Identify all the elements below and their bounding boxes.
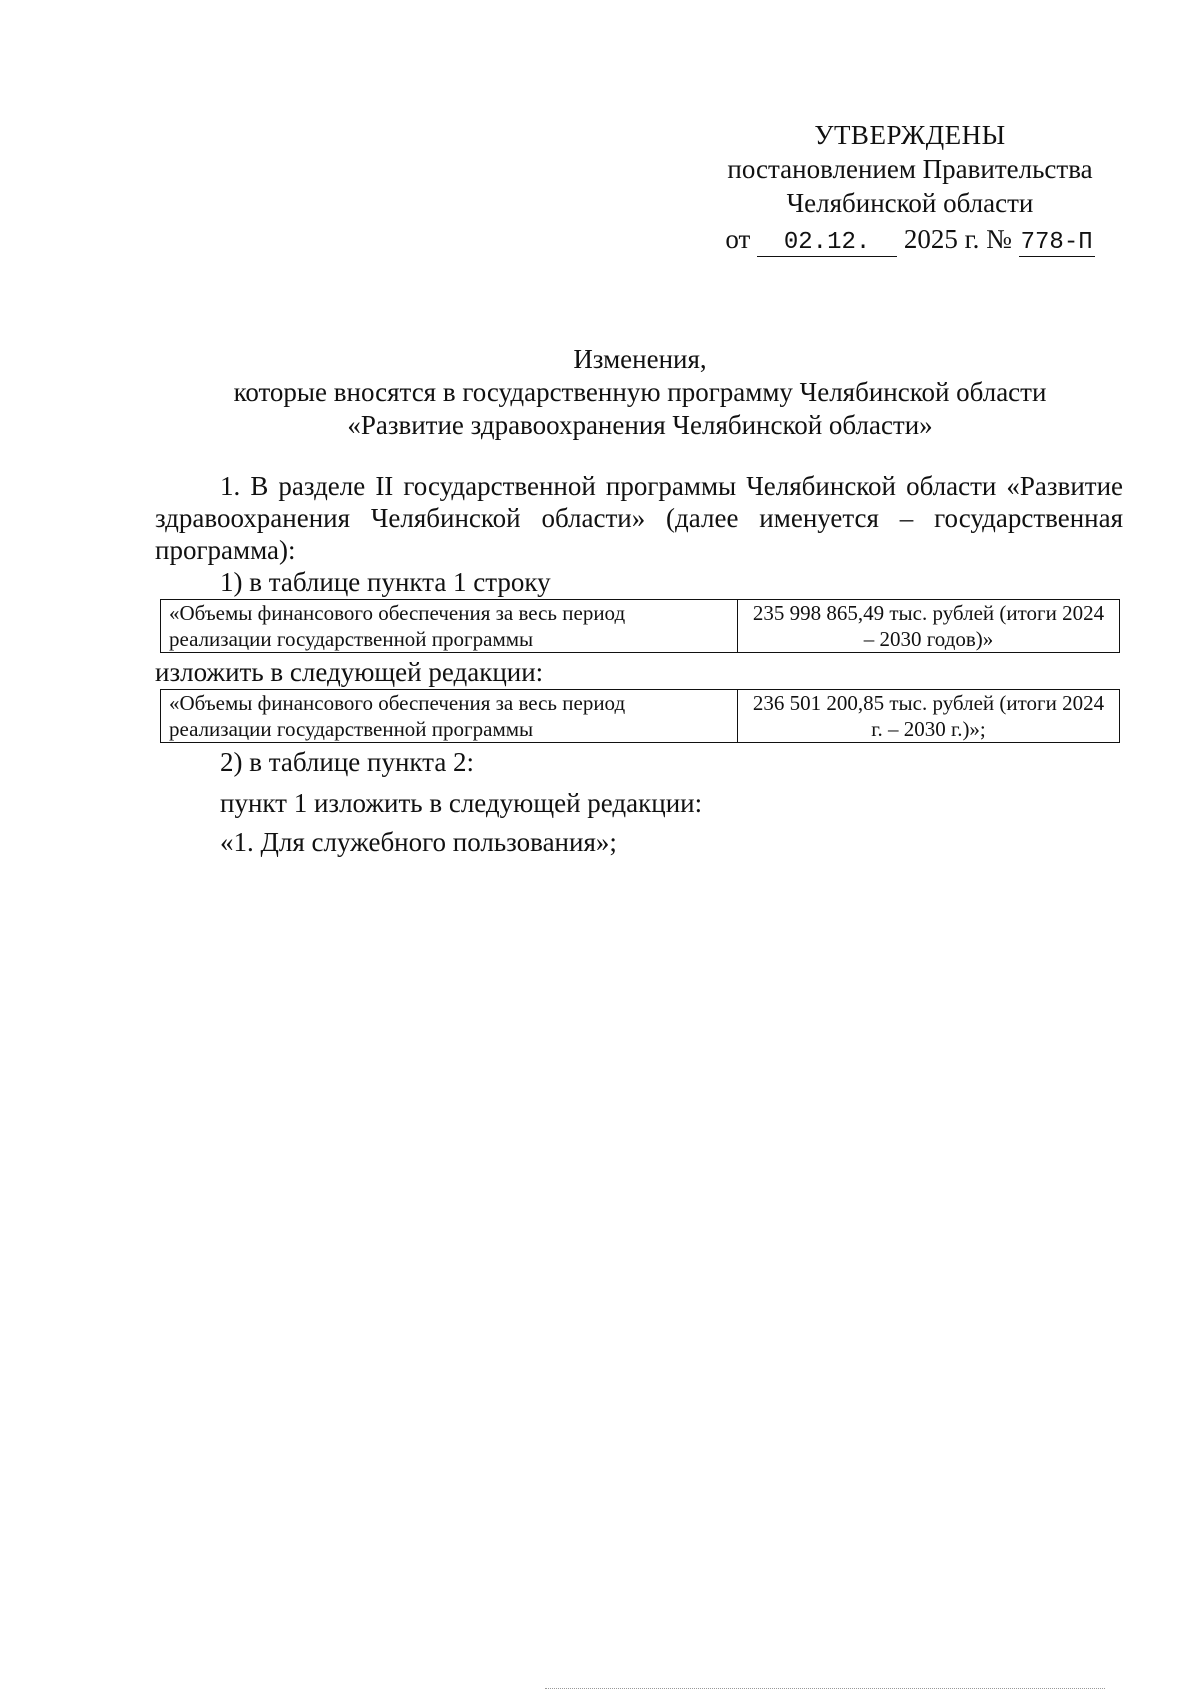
new-row-label: «Объемы финансового обеспечения за весь период реализации государственной программы xyxy=(161,690,738,743)
date-value: 02.12. xyxy=(757,230,897,257)
heading-line-3: «Развитие здравоохранения Челябинской области» xyxy=(347,410,933,440)
table-old-row xyxy=(160,599,1120,653)
subitem-2-line: пункт 1 изложить в следующей редакции: xyxy=(220,788,703,818)
item-1-paragraph: 1. В разделе II государственной программы Челябинской области «Развитие здравоохранения Челябинской области» (далее именуется – государственная программа): xyxy=(155,471,1123,565)
decree-number: 778-П xyxy=(1020,229,1093,256)
replace-text: изложить в следующей редакции: xyxy=(155,657,544,687)
approval-line-1: постановлением Правительства xyxy=(727,154,1093,184)
date-prefix: от xyxy=(725,224,751,254)
old-row-label: «Объемы финансового обеспечения за весь период реализации государственной программы xyxy=(161,600,738,653)
footer-rule xyxy=(545,1688,1105,1689)
heading-line-2: которые вносятся в государственную программу Челябинской области xyxy=(233,377,1047,407)
approval-block xyxy=(690,118,1130,257)
subitem-2-quote: «1. Для служебного пользования»; xyxy=(220,827,617,857)
heading-line-1: Изменения, xyxy=(573,344,707,374)
approval-date-line xyxy=(690,222,1130,257)
subitem-2: 2) в таблице пункта 2: xyxy=(220,747,475,777)
new-row-value: 236 501 200,85 тыс. рублей (итоги 2024 г. – 2030 г.)»; xyxy=(738,690,1120,743)
approval-line-2: Челябинской области xyxy=(786,188,1034,218)
document-heading xyxy=(160,343,1120,442)
old-row-value: 235 998 865,49 тыс. рублей (итоги 2024 – 2030 годов)» xyxy=(738,600,1120,653)
subitem-1: 1) в таблице пункта 1 строку xyxy=(220,567,551,597)
approval-title: УТВЕРЖДЕНЫ xyxy=(814,120,1006,150)
year-text: 2025 г. № xyxy=(903,224,1012,254)
table-new-row xyxy=(160,689,1120,743)
